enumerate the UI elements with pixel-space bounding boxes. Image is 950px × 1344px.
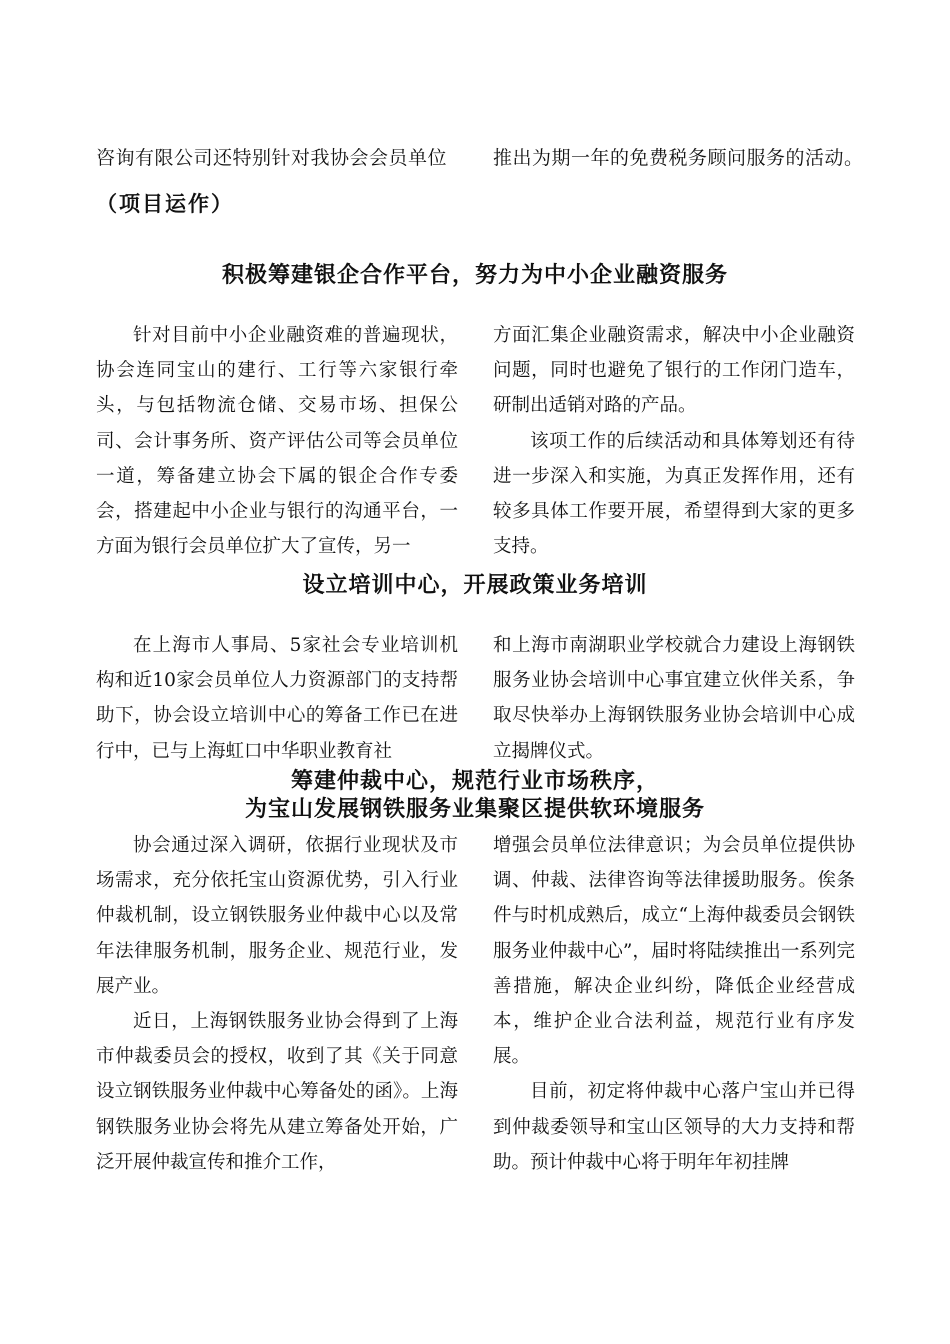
section-1-right-column [493,318,855,564]
paragraph: 目前，初定将仲裁中心落户宝山并已得到仲裁委领导和宝山区领导的大力支持和帮助。预计仲裁中心将于明年年初挂牌 [493,1081,855,1173]
section-3-title-line-2: 为宝山发展钢铁服务业集聚区提供软环境服务 [244,797,705,822]
paragraph: 协会通过深入调研，依据行业现状及市场需求，充分依托宝山资源优势，引入行业仲裁机制，设立钢铁服务业仲裁中心以及常年法律服务机制，服务企业、规范行业，发展产业。 [96,835,458,997]
section-1-left-column [96,318,458,564]
section-3-title-line-1: 筹建仲裁中心，规范行业市场秩序， [290,769,659,794]
section-2-title: 设立培训中心，开展政策业务培训 [302,573,648,598]
paragraph: 在上海市人事局、5家社会专业培训机构和近10家会员单位人力资源部门的支持帮助下，协会设立培训中心的筹备工作已在进行中，已与上海虹口中华职业教育社 [96,635,458,762]
section-tag: （项目运作） [96,192,234,216]
paragraph: 和上海市南湖职业学校就合力建设上海钢铁服务业协会培训中心事宜建立伙伴关系，争取尽快举办上海钢铁服务业协会培训中心成立揭牌仪式。 [493,635,855,762]
paragraph: 方面汇集企业融资需求，解决中小企业融资问题，同时也避免了银行的工作闭门造车，研制出适销对路的产品。 [493,325,855,417]
paragraph: 该项工作的后续活动和具体筹划还有待进一步深入和实施，为真正发挥作用，还有较多具体工作要开展，希望得到大家的更多支持。 [493,430,855,558]
section-3-right-column [493,828,855,1180]
section-1-title: 积极筹建银企合作平台，努力为中小企业融资服务 [221,263,728,288]
paragraph: 增强会员单位法律意识；为会员单位提供协调、仲裁、法律咨询等法律援助服务。俟条件与时机成熟后，成立“上海仲裁委员会钢铁服务业仲裁中心”，届时将陆续推出一系列完善措施，解决企业纠纷，降低企业经营成本，维护企业合法利益，规范行业有序发展。 [493,835,855,1068]
paragraph: 近日，上海钢铁服务业协会得到了上海市仲裁委员会的授权，收到了其《关于同意设立钢铁服务业仲裁中心筹备处的函》。上海钢铁服务业协会将先从建立筹备处开始，广泛开展仲裁宣传和推介工作， [96,1011,458,1173]
section-2-left-column [96,628,458,769]
section-2-right-column [493,628,855,769]
paragraph: 针对目前中小企业融资难的普遍现状，协会连同宝山的建行、工行等六家银行牵头，与包括物流仓储、交易市场、担保公司、会计事务所、资产评估公司等会员单位一道，筹备建立协会下属的银企合作专委会，搭建起中小企业与银行的沟通平台，一方面为银行会员单位扩大了宣传，另一 [96,325,458,558]
section-3-left-column [96,828,458,1180]
top-line-right: 推出为期一年的免费税务顾问服务的活动。 [493,147,864,169]
top-line-left: 咨询有限公司还特别针对我协会会员单位 [96,147,448,169]
